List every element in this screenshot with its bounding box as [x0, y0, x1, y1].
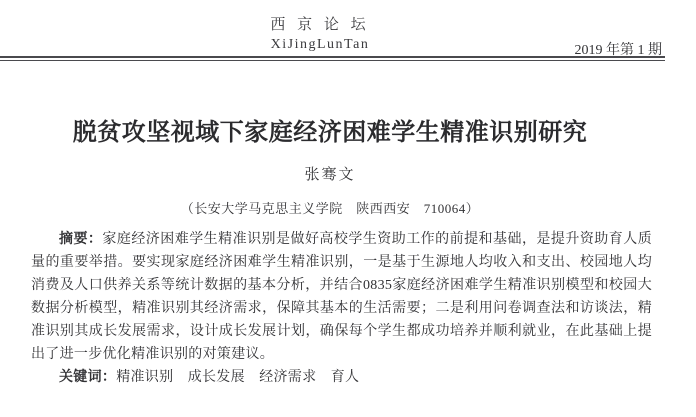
keywords-text: 精准识别 成长发展 经济需求 育人 — [116, 370, 360, 385]
keywords-label: 关键词： — [59, 370, 117, 385]
journal-masthead — [0, 13, 640, 53]
header-divider-rule — [0, 56, 665, 61]
issue-info: 2019 年第 1 期 — [574, 43, 662, 58]
abstract-paragraph — [31, 228, 652, 366]
article-title: 脱贫攻坚视域下家庭经济困难学生精准识别研究 — [72, 120, 588, 146]
abstract-label: 摘要： — [59, 232, 103, 247]
journal-name-pinyin: XiJingLunTan — [270, 37, 370, 52]
keywords-paragraph — [31, 366, 652, 389]
author-name: 张骞文 — [304, 167, 356, 183]
abstract-text: 家庭经济困难学生精准识别是做好高校学生资助工作的前提和基础，是提升资助育人质量的重要举措。要实现家庭经济困难学生精准识别，一是基于生源地人均收入和支出、校园地人均消费及人口供养关系等统计数据的基本分析，并结合0835家庭经济困难学生精准识别模型和校园大数据分析模型，精准识别其经济需求，保障其基本的生活需要；二是利用问卷调查法和访谈法，精准识别其成长发展需求，设计成长发展计划，确保每个学生都成功培养并顺利就业，在此基础上提出了进一步优化精准识别的对策建议。 — [31, 232, 652, 362]
author-affiliation: （长安大学马克思主义学院 陕西西安 710064） — [180, 201, 480, 216]
journal-name-chinese: 西 京 论 坛 — [270, 17, 370, 33]
abstract-block — [31, 228, 652, 389]
